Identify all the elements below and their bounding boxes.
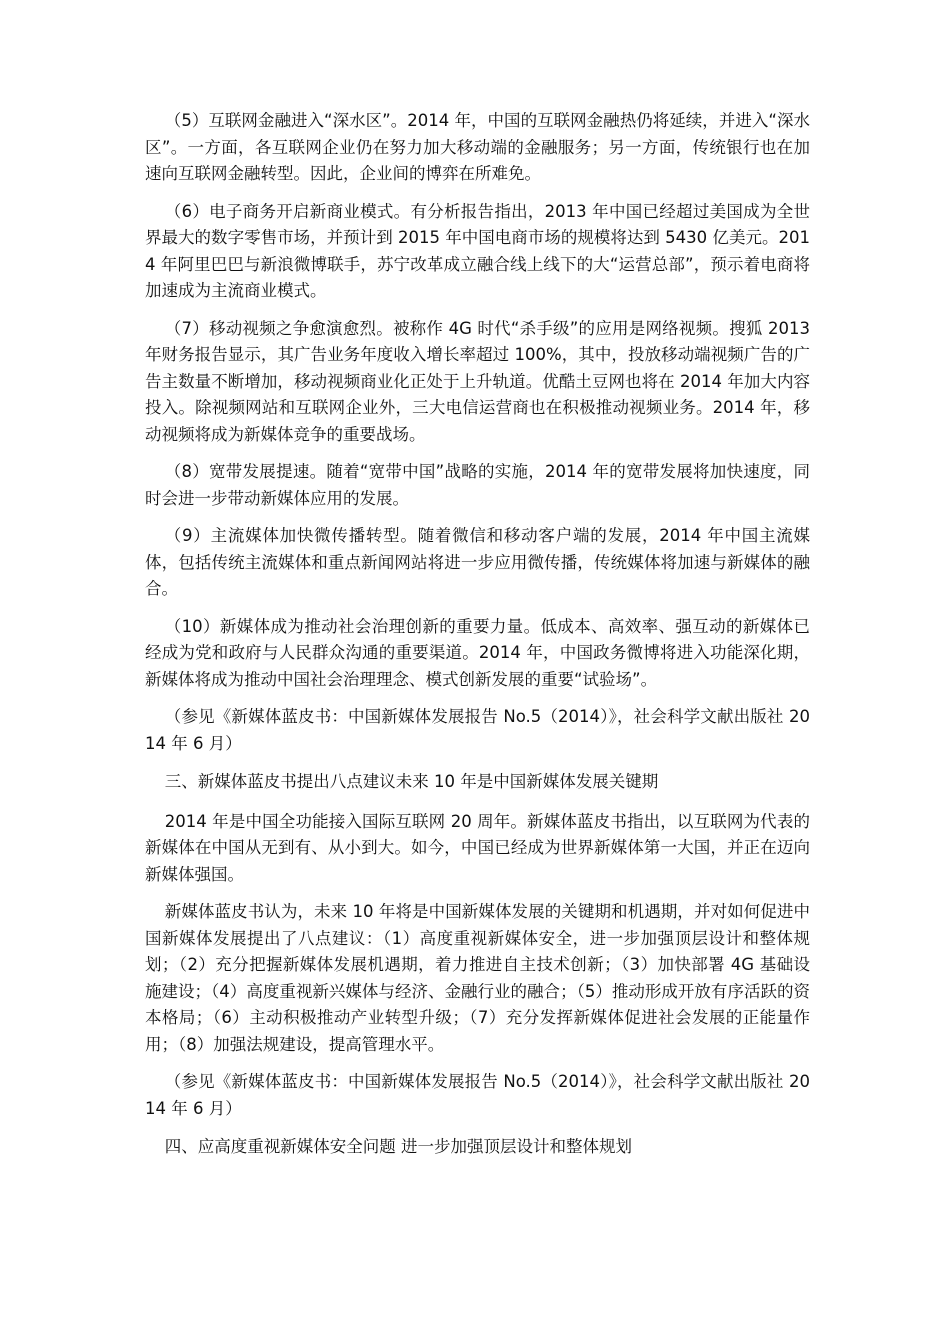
section-heading-3: 三、新媒体蓝皮书提出八点建议未来 10 年是中国新媒体发展关键期 [164, 772, 659, 791]
paragraph-mainstream-media: （9）主流媒体加快微传播转型。随着微信和移动客户端的发展，2014 年中国主流媒体，包括传统主流媒体和重点新闻网站将进一步应用微传播，传统媒体将加速与新媒体的融合。 [145, 526, 810, 598]
paragraph-mobile-video: （7）移动视频之争愈演愈烈。被称作 4G 时代“杀手级”的应用是网络视频。搜狐 2013 年财务报告显示，其广告业务年度收入增长率超过 100%，其中，投放移动端视频广告的广告主数量不断增加，移动视频商业化正处于上升轨道。优酷土豆网也将在 2014 年加大内容投入。除视频网站和互联网企业外，三大电信运营商也在积极推动视频业务。2014 年，移动视频将成为新媒体竞争的重要战场。 [145, 318, 810, 444]
paragraph-internet-finance: （5）互联网金融进入“深水区”。2014 年，中国的互联网金融热仍将延续，并进入“深水区”。一方面，各互联网企业仍在努力加大移动端的金融服务；另一方面，传统银行也在加速向互联网金融转型。因此，企业间的博弈在所难免。 [145, 111, 810, 183]
document-page [145, 108, 810, 1174]
paragraph-20-anniversary: 2014 年是中国全功能接入国际互联网 20 周年。新媒体蓝皮书指出，以互联网为代表的新媒体在中国从无到有、从小到大。如今，中国已经成为世界新媒体第一大国，并正在迈向新媒体强国。 [145, 811, 810, 884]
citation-1: （参见《新媒体蓝皮书：中国新媒体发展报告 No.5（2014）》，社会科学文献出版社 2014 年 6 月） [145, 707, 810, 753]
paragraph-e-commerce: （6）电子商务开启新商业模式。有分析报告指出，2013 年中国已经超过美国成为全世界最大的数字零售市场，并预计到 2015 年中国电商市场的规模将达到 5430 亿美元。2014 年阿里巴巴与新浪微博联手，苏宁改革成立融合线上线下的大“运营总部”，预示着电商将加速成为主流商业模式。 [145, 201, 810, 300]
paragraph-eight-suggestions: 新媒体蓝皮书认为，未来 10 年将是中国新媒体发展的关键期和机遇期，并对如何促进中国新媒体发展提出了八点建议：（1）高度重视新媒体安全，进一步加强顶层设计和整体规划；（2）充分把握新媒体发展机遇期，着力推进自主技术创新；（3）加快部署 4G 基础设施建设；（4）高度重视新兴媒体与经济、金融行业的融合；（5）推动形成开放有序活跃的资本格局；（6）主动积极推动产业转型升级；（7）充分发挥新媒体促进社会发展的正能量作用；（8）加强法规建设，提高管理水平。 [145, 902, 810, 1054]
paragraph-social-governance: （10）新媒体成为推动社会治理创新的重要力量。低成本、高效率、强互动的新媒体已经成为党和政府与人民群众沟通的重要渠道。2014 年，中国政务微博将进入功能深化期，新媒体将成为推动中国社会治理理念、模式创新发展的重要“试验场”。 [145, 616, 810, 689]
paragraph-broadband: （8）宽带发展提速。随着“宽带中国”战略的实施，2014 年的宽带发展将加快速度，同时会进一步带动新媒体应用的发展。 [145, 462, 810, 508]
citation-2: （参见《新媒体蓝皮书：中国新媒体发展报告 No.5（2014）》，社会科学文献出版社 2014 年 6 月） [145, 1072, 810, 1118]
section-heading-4: 四、应高度重视新媒体安全问题 进一步加强顶层设计和整体规划 [164, 1137, 633, 1156]
